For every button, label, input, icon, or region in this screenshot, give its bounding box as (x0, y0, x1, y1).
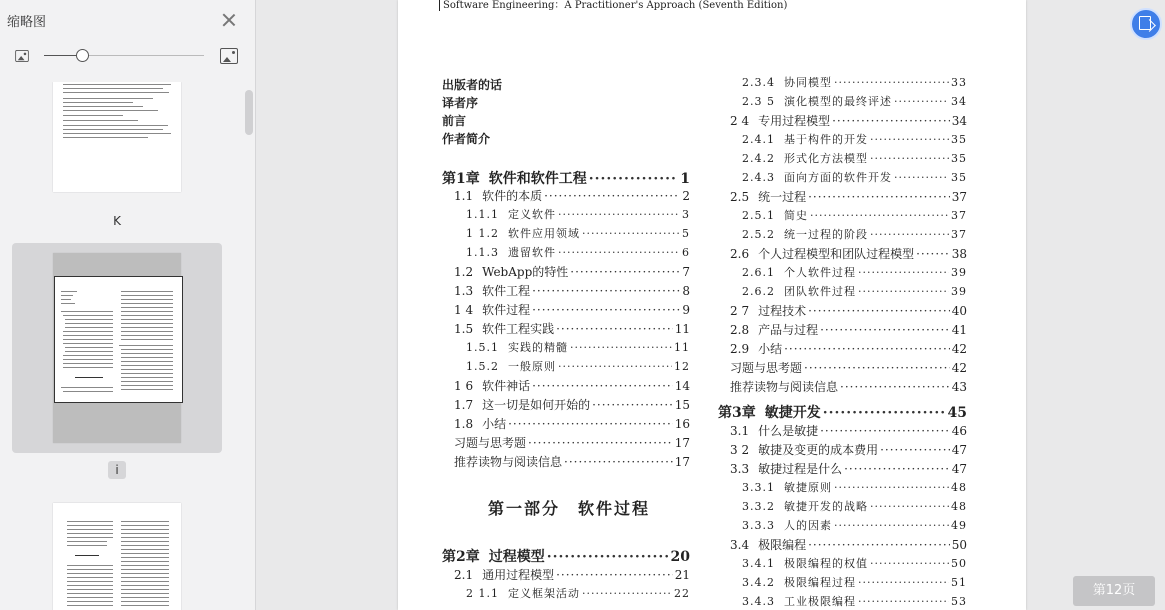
toc-entry-title: 这一切是如何开始的 (482, 398, 591, 412)
toc-entry[interactable] (466, 206, 690, 222)
toc-entry-title: 遗留软件 (508, 246, 556, 259)
toc-entry-page: 9 (682, 303, 690, 317)
toc-leader-dots (820, 424, 950, 438)
toc-entry-title: 软件工程实践 (482, 322, 555, 336)
toc-entry-page: 5 (682, 227, 690, 240)
toc-entry-page: 37 (951, 209, 967, 222)
toc-entry-page: 53 (951, 595, 967, 608)
toc-entry[interactable] (466, 225, 690, 241)
toc-entry-number: 1.1.1 (466, 208, 499, 221)
toc-entry-title: 前言 (442, 114, 467, 128)
sidebar-header (0, 0, 255, 40)
toc-entry[interactable] (466, 244, 690, 260)
thumbnail-page (53, 253, 181, 443)
toc-leader-dots (858, 266, 949, 279)
toc-leader-dots (808, 304, 950, 318)
toc-leader-dots (880, 443, 950, 457)
toc-entry-title: 个人软件过程 (784, 266, 856, 279)
toc-entry[interactable] (454, 187, 690, 204)
toc-leader-dots (582, 227, 680, 240)
page-indicator: 第12页 (1073, 576, 1155, 606)
toc-leader-dots (589, 171, 679, 187)
toc-entry-title: 统一过程的阶段 (784, 228, 868, 241)
toc-entry-title: 统一过程 (758, 190, 807, 204)
toc-entry[interactable] (742, 593, 967, 609)
toc-entry-title: 软件工程 (482, 284, 531, 298)
toc-leader-dots (870, 500, 949, 513)
toc-entry[interactable] (730, 340, 967, 357)
toc-entry-number: 1.5.2 (466, 360, 499, 373)
toc-leader-dots (556, 322, 673, 336)
toc-entry-title: 敏捷原则 (784, 481, 832, 494)
toc-leader-dots (870, 133, 949, 146)
toc-entry-number: 1.7 (454, 398, 474, 412)
toc-entry-page: 45 (947, 405, 967, 421)
toc-entry-title: 个人过程模型和团队过程模型 (758, 247, 915, 261)
toc-leader-dots (564, 455, 673, 469)
toc-entry-number: 第2章 (442, 549, 480, 565)
toc-leader-dots (858, 576, 949, 589)
toc-entry-page: 39 (951, 266, 967, 279)
toc-entry-title: 软件神话 (482, 379, 531, 393)
toc-leader-dots (808, 190, 950, 204)
toc-leader-dots (570, 265, 680, 279)
toc-entry[interactable] (442, 76, 690, 93)
toc-entry-page: 47 (951, 443, 967, 457)
toc-entry[interactable] (442, 168, 690, 188)
toc-entry-title: 小结 (482, 417, 507, 431)
toc-entry-page: 34 (951, 95, 967, 108)
toc-leader-dots (556, 568, 673, 582)
thumbnail-zoom-control (12, 45, 238, 67)
zoom-slider-handle[interactable] (76, 49, 89, 62)
toc-entry-number: 2.5 (730, 190, 750, 204)
toc-entry-title: 习题与思考题 (454, 436, 527, 450)
toc-entry[interactable] (730, 112, 967, 129)
thumbnail-page-label: K (113, 214, 121, 228)
toc-entry-number: 2.6.1 (742, 266, 775, 279)
toc-entry-number: 1 1.2 (466, 227, 499, 240)
toc-entry-title: 定义软件 (508, 208, 556, 221)
toc-entry[interactable] (454, 282, 690, 299)
toc-entry[interactable] (454, 453, 690, 470)
toc-entry-title: 实践的精髓 (508, 341, 568, 354)
toc-entry-title: 一般原则 (508, 360, 556, 373)
toc-entry[interactable] (718, 402, 967, 422)
toc-entry-page: 6 (682, 246, 690, 259)
toc-leader-dots (834, 519, 949, 532)
toc-leader-dots (916, 247, 950, 261)
toc-entry-page: 1 (680, 171, 690, 187)
toc-entry[interactable] (442, 112, 690, 129)
toc-entry[interactable] (454, 263, 690, 280)
toc-entry[interactable] (730, 188, 967, 205)
toc-entry-number: 3.3 (730, 462, 750, 476)
toc-entry[interactable] (730, 422, 967, 439)
running-header: Software Engineering：A Practitioner's Approach (Seventh Edition) (439, 0, 787, 11)
toc-entry-title: 译者序 (442, 96, 479, 110)
toc-entry-page: 8 (682, 284, 690, 298)
toc-leader-dots (532, 379, 673, 393)
toc-entry-title: 形式化方法模型 (784, 152, 868, 165)
toc-entry-number: 2 4 (730, 114, 750, 128)
toc-entry[interactable] (742, 555, 967, 571)
close-icon[interactable] (221, 12, 237, 28)
toc-entry[interactable] (730, 441, 967, 458)
toc-entry-page: 39 (951, 285, 967, 298)
toc-entry-title: 产品与过程 (758, 323, 819, 337)
toc-entry-title: 基于构件的开发 (784, 133, 868, 146)
toc-entry[interactable] (742, 150, 967, 166)
toc-leader-dots (823, 405, 946, 421)
toc-leader-dots (804, 361, 950, 375)
toc-entry[interactable] (742, 93, 967, 109)
toc-entry[interactable] (742, 264, 967, 280)
toc-entry-title: 推荐读物与阅读信息 (730, 380, 839, 394)
toc-entry-number: 2.4.3 (742, 171, 775, 184)
part-title: 第一部分 软件过程 (488, 499, 651, 518)
toc-entry-page: 14 (674, 379, 690, 393)
toc-entry[interactable] (730, 536, 967, 553)
toc-entry-title: 简史 (784, 209, 808, 222)
toc-entry[interactable] (742, 169, 967, 185)
toc-entry-page: 46 (951, 424, 967, 438)
toc-entry-page: 38 (951, 247, 967, 261)
toc-entry[interactable] (454, 566, 690, 583)
toc-leader-dots (834, 76, 949, 89)
toc-entry[interactable] (466, 339, 690, 355)
toc-entry[interactable] (454, 396, 690, 413)
toc-entry-page: 34 (951, 114, 967, 128)
toc-entry-number: 3.3.2 (742, 500, 775, 513)
toc-entry[interactable] (466, 358, 690, 374)
toc-entry-number: 1 4 (454, 303, 474, 317)
toc-leader-dots (808, 538, 950, 552)
toc-leader-dots (508, 417, 673, 431)
toc-entry-title: 敏捷开发的战略 (784, 500, 868, 513)
toc-entry-title: 演化模型的最终评述 (784, 95, 892, 108)
toc-entry-title: 极限编程 (758, 538, 807, 552)
toc-leader-dots (547, 549, 669, 565)
toc-leader-dots (834, 481, 949, 494)
toc-leader-dots (528, 436, 673, 450)
toc-leader-dots (582, 587, 672, 600)
toc-entry-title: 出版者的话 (442, 78, 503, 92)
toc-entry[interactable] (730, 359, 967, 376)
toc-entry[interactable] (742, 517, 967, 533)
toc-entry-number: 2.4.2 (742, 152, 775, 165)
toc-entry-number: 3.4.3 (742, 595, 775, 608)
toc-entry-page: 22 (674, 587, 690, 600)
toc-entry-page: 37 (951, 190, 967, 204)
toc-entry-page: 35 (951, 133, 967, 146)
toc-entry-page: 11 (674, 341, 690, 354)
toc-entry-page: 35 (951, 152, 967, 165)
toc-entry[interactable] (730, 245, 967, 262)
toc-entry[interactable] (442, 546, 690, 566)
toc-entry-page: 35 (951, 171, 967, 184)
toc-entry-number: 1.3 (454, 284, 474, 298)
thumbnail-page (53, 82, 181, 192)
toc-entry-number: 1 6 (454, 379, 474, 393)
toc-entry-number: 2.6.2 (742, 285, 775, 298)
toc-entry-title: 推荐读物与阅读信息 (454, 455, 563, 469)
toc-entry[interactable] (442, 94, 690, 111)
sidebar-scrollbar[interactable] (245, 90, 253, 135)
toc-entry-title: 过程模型 (488, 549, 545, 565)
export-document-button[interactable] (1130, 8, 1162, 40)
toc-entry-number: 3 2 (730, 443, 750, 457)
toc-entry-page: 42 (951, 361, 967, 375)
toc-entry-number: 1.5 (454, 322, 474, 336)
toc-entry-page: 17 (674, 455, 690, 469)
toc-entry-number: 1.1.3 (466, 246, 499, 259)
toc-entry[interactable] (742, 283, 967, 299)
toc-entry-page: 17 (674, 436, 690, 450)
toc-entry-page: 7 (682, 265, 690, 279)
toc-entry-page: 12 (674, 360, 690, 373)
toc-entry[interactable] (730, 378, 967, 395)
toc-entry-title: 小结 (758, 342, 783, 356)
toc-entry[interactable] (442, 130, 690, 147)
toc-entry-page: 41 (951, 323, 967, 337)
thumbnail-page (53, 503, 181, 610)
toc-entry-number: 2.6 (730, 247, 750, 261)
toc-entry[interactable] (742, 207, 967, 223)
toc-entry-page: 48 (951, 500, 967, 513)
document-viewer[interactable] (256, 0, 1165, 610)
toc-entry-title: 软件应用领域 (508, 227, 580, 240)
document-page (398, 0, 1026, 610)
toc-entry-title: 面向方面的软件开发 (784, 171, 892, 184)
toc-entry-title: WebApp的特性 (482, 265, 569, 279)
toc-entry-page: 21 (674, 568, 690, 582)
toc-entry-page: 49 (951, 519, 967, 532)
toc-entry-number: 2.8 (730, 323, 750, 337)
toc-entry-title: 专用过程模型 (758, 114, 831, 128)
toc-leader-dots (532, 284, 680, 298)
toc-leader-dots (810, 209, 949, 222)
toc-entry-title: 敏捷及变更的成本费用 (758, 443, 879, 457)
thumbnail-card[interactable] (12, 82, 222, 202)
toc-entry[interactable] (730, 302, 967, 319)
toc-entry-number: 3.3.3 (742, 519, 775, 532)
toc-entry-page: 33 (951, 76, 967, 89)
toc-entry-number: 3.4.2 (742, 576, 775, 589)
toc-entry-title: 通用过程模型 (482, 568, 555, 582)
toc-entry-number: 2.4.1 (742, 133, 775, 146)
toc-entry-number: 1.1 (454, 189, 474, 203)
toc-entry[interactable] (742, 479, 967, 495)
zoom-out-image-icon[interactable] (15, 50, 29, 62)
thumbnail-sidebar (0, 0, 256, 610)
sidebar-title: 缩略图 (7, 14, 47, 30)
toc-entry-title: 软件的本质 (482, 189, 543, 203)
toc-entry-title: 过程技术 (758, 304, 807, 318)
toc-leader-dots (894, 171, 949, 184)
toc-entry-number: 1.5.1 (466, 341, 499, 354)
toc-leader-dots (558, 208, 680, 221)
toc-entry-page: 42 (951, 342, 967, 356)
toc-entry[interactable] (730, 321, 967, 338)
toc-entry-number: 3.3.1 (742, 481, 775, 494)
toc-leader-dots (894, 95, 949, 108)
toc-leader-dots (820, 323, 950, 337)
toc-leader-dots (858, 595, 949, 608)
zoom-in-image-icon[interactable] (220, 48, 238, 64)
toc-leader-dots (870, 557, 949, 570)
toc-entry[interactable] (466, 585, 690, 601)
thumbnail-card[interactable] (12, 493, 222, 610)
toc-entry-title: 团队软件过程 (784, 285, 856, 298)
toc-entry-number: 2.5.1 (742, 209, 775, 222)
toc-entry-page: 50 (951, 557, 967, 570)
toc-entry-title: 习题与思考题 (730, 361, 803, 375)
toc-entry-number: 3.4 (730, 538, 750, 552)
toc-entry[interactable] (454, 301, 690, 318)
toc-entry-number: 2 7 (730, 304, 750, 318)
toc-leader-dots (532, 303, 680, 317)
thumbnail-list (0, 82, 245, 610)
toc-entry-page: 20 (670, 549, 690, 565)
toc-entry-page: 40 (951, 304, 967, 318)
toc-entry-title: 极限编程过程 (784, 576, 856, 589)
toc-leader-dots (570, 341, 672, 354)
toc-entry-page: 51 (951, 576, 967, 589)
toc-entry-page: 37 (951, 228, 967, 241)
toc-entry-title: 敏捷过程是什么 (758, 462, 843, 476)
toc-entry-number: 2.9 (730, 342, 750, 356)
toc-entry[interactable] (730, 460, 967, 477)
toc-entry-number: 1.8 (454, 417, 474, 431)
toc-leader-dots (832, 114, 950, 128)
toc-entry[interactable] (742, 498, 967, 514)
zoom-slider[interactable] (44, 55, 204, 56)
toc-entry[interactable] (454, 377, 690, 394)
toc-entry-page: 48 (951, 481, 967, 494)
toc-entry[interactable] (454, 320, 690, 337)
toc-entry-title: 软件过程 (482, 303, 531, 317)
toc-entry-page: 16 (674, 417, 690, 431)
toc-entry[interactable] (742, 131, 967, 147)
toc-entry-number: 3.4.1 (742, 557, 775, 570)
toc-entry-page: 50 (951, 538, 967, 552)
toc-leader-dots (592, 398, 673, 412)
toc-leader-dots (544, 189, 680, 203)
toc-entry-title: 敏捷开发 (764, 405, 821, 421)
toc-entry-title: 极限编程的权值 (784, 557, 868, 570)
toc-leader-dots (558, 246, 680, 259)
toc-entry-number: 1.2 (454, 265, 474, 279)
toc-entry-page: 2 (682, 189, 690, 203)
toc-entry-number: 2.3.4 (742, 76, 775, 89)
toc-entry[interactable] (742, 226, 967, 242)
toc-entry-title: 软件和软件工程 (488, 171, 587, 187)
toc-entry-number: 2.1 (454, 568, 474, 582)
toc-leader-dots (844, 462, 950, 476)
toc-entry-number: 2.3 5 (742, 95, 775, 108)
toc-entry[interactable] (454, 415, 690, 432)
toc-entry-title: 什么是敏捷 (758, 424, 819, 438)
toc-entry-number: 2.5.2 (742, 228, 775, 241)
toc-entry[interactable] (742, 74, 967, 90)
toc-entry-page: 43 (951, 380, 967, 394)
toc-leader-dots (858, 285, 949, 298)
toc-entry-number: 第1章 (442, 171, 480, 187)
toc-entry-page: 15 (674, 398, 690, 412)
toc-entry-title: 协同模型 (784, 76, 832, 89)
toc-leader-dots (558, 360, 672, 373)
toc-entry[interactable] (742, 574, 967, 590)
toc-leader-dots (840, 380, 950, 394)
toc-entry-number: 2 1.1 (466, 587, 499, 600)
toc-entry-number: 3.1 (730, 424, 750, 438)
toc-entry-title: 定义框架活动 (508, 587, 580, 600)
toc-entry-page: 11 (674, 322, 690, 336)
toc-entry-number: 第3章 (718, 405, 756, 421)
toc-leader-dots (870, 152, 949, 165)
toc-entry-title: 作者简介 (442, 132, 491, 146)
toc-entry-title: 人的因素 (784, 519, 832, 532)
toc-leader-dots (870, 228, 949, 241)
toc-entry-page: 3 (682, 208, 690, 221)
thumbnail-card-selected[interactable] (12, 243, 222, 453)
toc-leader-dots (784, 342, 950, 356)
toc-entry-title: 工业极限编程 (784, 595, 856, 608)
toc-entry[interactable] (454, 434, 690, 451)
toc-entry-page: 47 (951, 462, 967, 476)
thumbnail-page-label: i (108, 461, 126, 479)
